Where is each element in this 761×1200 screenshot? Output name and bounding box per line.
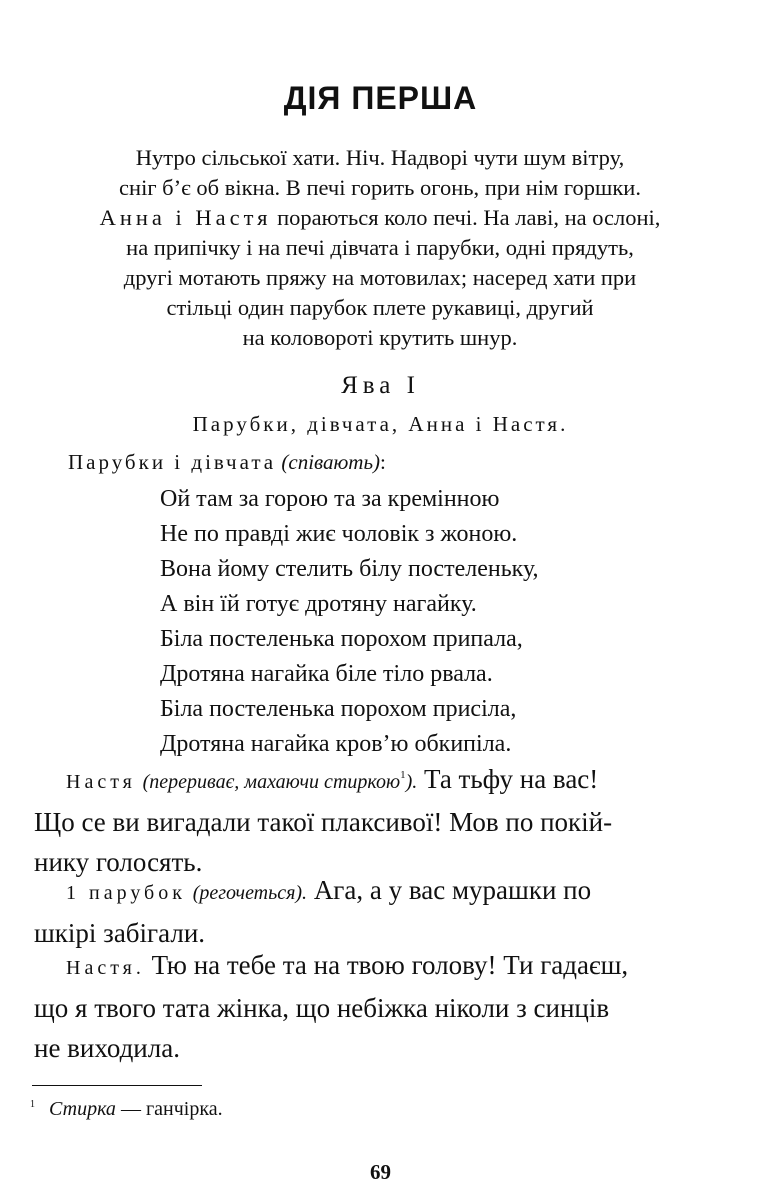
stage-direction-line: Нутро сільської хати. Ніч. Надворі чути шум вітру, <box>135 145 625 170</box>
characters-line: Парубки, дівчата, Анна і Настя. <box>192 412 569 436</box>
dialogue-text: Ага, а у вас мурашки по <box>307 875 592 905</box>
stage-direction <box>30 143 730 353</box>
dialogue-text: Тю на тебе та на твою голову! Ти гадаєш, <box>144 950 629 980</box>
stage-remark: (перериває, махаючи стиркою <box>142 771 401 793</box>
paragraph-first-line <box>34 870 724 913</box>
song-verse <box>160 482 539 762</box>
paragraph-first-line <box>34 755 724 802</box>
footnote-divider <box>32 1085 202 1086</box>
footnote-definition: — ганчірка. <box>115 1098 223 1120</box>
stage-direction-line: стільці один парубок плете рукавиці, другий <box>166 295 594 320</box>
stage-direction-names: Анна і Настя <box>99 205 272 230</box>
dialogue-line: що я твого тата жінка, що небіжка ніколи з синців <box>34 993 610 1023</box>
stage-remark: (співають) <box>281 450 381 474</box>
song-line: Ой там за горою та за кремінною <box>160 486 500 512</box>
footnote-reference: 1 <box>400 769 406 781</box>
dialogue-paragraph <box>34 870 724 953</box>
footnote-mark: 1 <box>30 1099 35 1111</box>
dialogue-text: Та тьфу на вас! <box>417 764 599 794</box>
dialogue-line: нику голосять. <box>34 847 203 877</box>
speaker-name: 1 парубок <box>66 882 186 904</box>
stage-direction-line <box>30 203 730 233</box>
colon: : <box>380 450 386 474</box>
song-line: Не по правді жиє чоловік з жоною. <box>160 521 518 547</box>
paragraph-first-line <box>34 945 724 988</box>
page-number: 69 <box>370 1160 391 1184</box>
speaker-name: Настя. <box>66 957 145 979</box>
dialogue-line: шкірі забігали. <box>34 918 206 948</box>
speaker-name: Парубки і дівчата <box>68 450 277 474</box>
dialogue-paragraph <box>34 755 724 882</box>
stage-direction-line: на коловороті крутить шнур. <box>242 325 518 350</box>
stage-direction-line: сніг б’є об вікна. В печі горить огонь, при нім горшки. <box>119 175 641 200</box>
stage-direction-text: пораються коло печі. На лаві, на ослоні, <box>271 205 661 230</box>
stage-remark-end: ). <box>405 771 418 793</box>
song-line: Біла постеленька порохом присіла, <box>160 696 517 722</box>
footnote <box>30 1098 223 1121</box>
song-line: Біла постеленька порохом припала, <box>160 626 523 652</box>
stage-remark: (регочеться). <box>192 882 308 904</box>
footnote-term: Стирка <box>49 1098 116 1120</box>
stage-direction-line: на припічку і на печі дівчата і парубки, одні прядуть, <box>126 235 634 260</box>
stage-direction-line: другі мотають пряжу на мотовилах; насеред хати при <box>123 265 637 290</box>
dialogue-line: не виходила. <box>34 1033 180 1063</box>
song-line: А він їй готує дротяну нагайку. <box>160 591 477 617</box>
scene-title: Ява І <box>341 372 420 399</box>
song-intro <box>68 450 386 475</box>
song-line: Вона йому стелить білу постеленьку, <box>160 556 539 582</box>
act-title: ДІЯ ПЕРША <box>283 80 478 116</box>
dialogue-paragraph <box>34 945 724 1068</box>
song-line: Дротяна нагайка біле тіло рвала. <box>160 661 493 687</box>
dialogue-line: Що се ви вигадали такої плаксивої! Мов по покій- <box>34 807 613 837</box>
song-line: Дротяна нагайка кров’ю обкипіла. <box>160 731 512 757</box>
speaker-name: Настя <box>66 771 136 793</box>
